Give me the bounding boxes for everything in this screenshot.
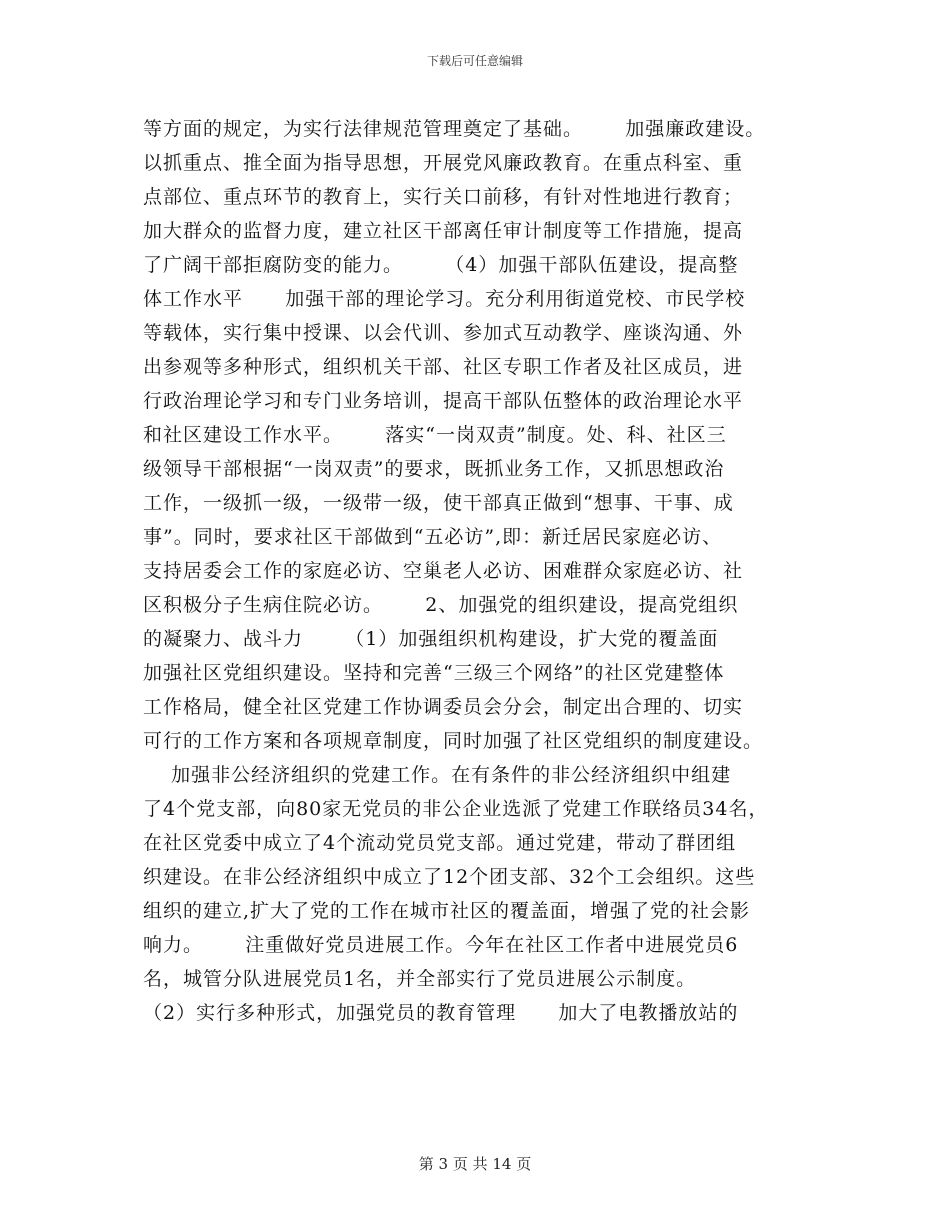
text-line: 组织的建立,扩大了党的工作在城市社区的覆盖面，增强了党的社会影	[143, 900, 751, 922]
text-line: 以抓重点、推全面为指导思想，开展党风廉政教育。在重点科室、重	[143, 152, 744, 174]
text-line: 行政治理论学习和专门业务培训，提高干部队伍整体的政治理论水平	[143, 390, 744, 412]
page-header: 下载后可任意编辑	[426, 54, 523, 68]
text-line: 可行的工作方案和各项规章制度，同时加强了社区党组织的制度建设。	[143, 730, 764, 752]
text-line: 出参观等多种形式，组织机关干部、社区专职工作者及社区成员，进	[143, 356, 744, 378]
text-line: 织建设。在非公经济组织中成立了12个团支部、32个工会组织。这些	[143, 866, 756, 888]
document-body	[143, 112, 843, 1030]
text-line: 等载体，实行集中授课、以会代训、参加式互动教学、座谈沟通、外	[143, 322, 744, 344]
text-line: 点部位、重点环节的教育上，实行关口前移，有针对性地进行教育；	[143, 186, 744, 208]
text-line: 的凝聚力、战斗力 （1）加强组织机构建设，扩大党的覆盖面	[143, 628, 719, 650]
text-line: 响力。 注重做好党员进展工作。今年在社区工作者中进展党员6	[143, 934, 739, 956]
text-line: 加大群众的监督力度，建立社区干部离任审计制度等工作措施，提高	[143, 220, 744, 242]
text-line: 等方面的规定，为实行法律规范管理奠定了基础。 加强廉政建设。	[143, 118, 766, 140]
text-line: 了广阔干部拒腐防变的能力。 （4）加强干部队伍建设，提高整	[143, 254, 739, 276]
text-line: 事”。同时，要求社区干部做到“五必访”,即：新迁居民家庭必访、	[143, 526, 723, 548]
text-line: 工作格局，健全社区党建工作协调委员会分会，制定出合理的、切实	[143, 696, 744, 718]
text-line: 加强社区党组织建设。坚持和完善“三级三个网络”的社区党建整体	[143, 662, 725, 684]
text-line: 区积极分子生病住院必访。 2、加强党的组织建设，提高党组织	[143, 594, 739, 616]
text-line: 在社区党委中成立了4个流动党员党支部。通过党建，带动了群团组	[143, 832, 737, 854]
text-line: 了4个党支部，向80家无党员的非公企业选派了党建工作联络员34名，	[143, 798, 769, 820]
page-number-footer: 第 3 页 共 14 页	[418, 1155, 532, 1173]
text-line: 工作，一级抓一级，一级带一级，使干部真正做到“想事、干事、成	[143, 492, 734, 514]
text-line: 名，城管分队进展党员1名，并全部实行了党员进展公示制度。	[143, 968, 697, 990]
text-line: （2）实行多种形式，加强党员的教育管理 加大了电教播放站的	[143, 1002, 739, 1024]
text-line: 级领导干部根据“一岗双责”的要求，既抓业务工作，又抓思想政治	[143, 458, 725, 480]
text-line: 支持居委会工作的家庭必访、空巢老人必访、困难群众家庭必访、社	[143, 560, 744, 582]
text-line: 加强非公经济组织的党建工作。在有条件的非公经济组织中组建	[143, 764, 732, 786]
text-line: 和社区建设工作水平。 落实“一岗双责”制度。处、科、社区三	[143, 424, 727, 446]
text-line: 体工作水平 加强干部的理论学习。充分利用街道党校、市民学校	[143, 288, 746, 310]
